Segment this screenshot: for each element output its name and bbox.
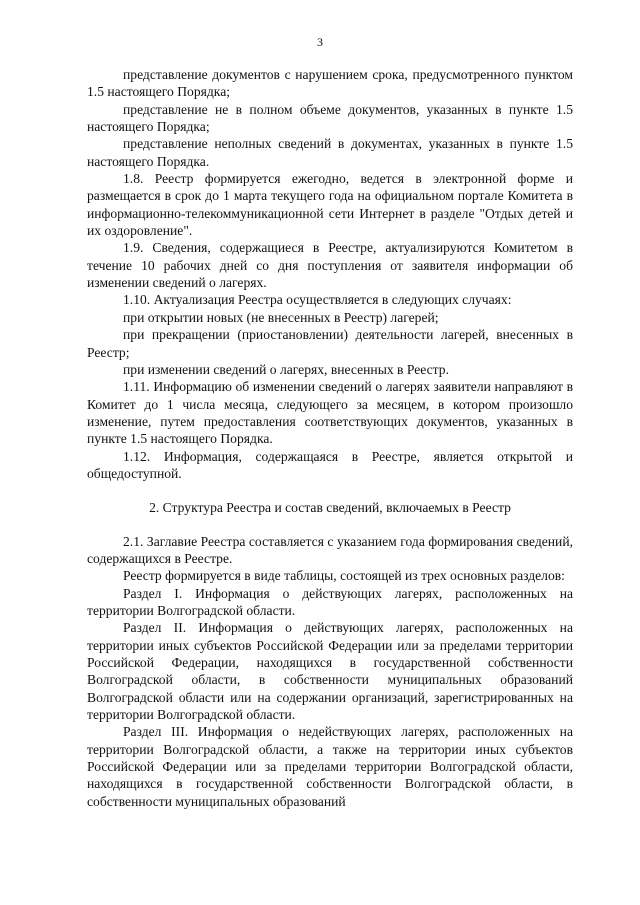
paragraph: представление не в полном объеме документов, указанных в пункте 1.5 настоящего Порядка; (87, 101, 573, 135)
paragraph-section-i: Раздел I. Информация о действующих лагерях, расположенных на территории Волгоградской области. (87, 585, 573, 618)
paragraph-1-9: 1.9. Сведения, содержащиеся в Реестре, актуализируются Комитетом в течение 10 рабочих дней со дня поступления от заявителя информации об изменении сведений о лагерях. (87, 240, 573, 291)
paragraph-section-iii: Раздел III. Информация о недействующих лагерях, расположенных на территории Волгоградской области, а также на территории иных субъектов Российской Федерации или за пределами территории Волгоградской области, находящихся в государственной собственности Волгоградской области, в собственности муниципальных образований (87, 724, 573, 809)
paragraph-1-10: 1.10. Актуализация Реестра осуществляется в следующих случаях: (123, 292, 512, 308)
paragraph-1-8: 1.8. Реестр формируется ежегодно, ведется в электронной форме и размещается в срок до 1 марта текущего года на официальном портале Комитета в информационно-телекоммуникационной сети Интернет в разделе "Отдых детей и их оздоровление". (87, 171, 573, 239)
paragraph: представление неполных сведений в документах, указанных в пункте 1.5 настоящего Порядка. (87, 136, 573, 169)
paragraph-1-11: 1.11. Информацию об изменении сведений о лагерях заявители направляют в Комитет до 1 числа месяца, следующего за месяцем, в котором произошло изменение, путем предоставления соответствующих документов, указанных в пункте 1.5 настоящего Порядка. (87, 379, 573, 447)
paragraph: представление документов с нарушением срока, предусмотренного пунктом 1.5 настоящего Порядка; (87, 67, 573, 100)
paragraph: Реестр формируется в виде таблицы, состоящей из трех основных разделов: (123, 568, 565, 584)
paragraph-section-ii: Раздел II. Информация о действующих лагерях, расположенных на территории иных субъектов Российской Федерации или за пределами территории Российской Федерации, находящихся в государственной собственности Волгоградской области, в собственности муниципальных образований Волгоградской области или на содержании организаций, зарегистрированных на территории Волгоградской области. (87, 620, 573, 723)
page-number: 3 (317, 35, 323, 49)
document-body (87, 66, 573, 810)
paragraph: при открытии новых (не внесенных в Реестр) лагерей; (123, 309, 439, 325)
paragraph: при прекращении (приостановлении) деятельности лагерей, внесенных в Реестр; (87, 327, 573, 360)
paragraph-1-12: 1.12. Информация, содержащаяся в Реестре, является открытой и общедоступной. (87, 448, 573, 481)
spacer (87, 482, 573, 499)
paragraph-2-1: 2.1. Заглавие Реестра составляется с указанием года формирования сведений, содержащихся в Реестре. (87, 533, 573, 566)
paragraph: при изменении сведений о лагерях, внесенных в Реестр. (123, 361, 449, 377)
spacer (87, 517, 573, 533)
section-heading: 2. Структура Реестра и состав сведений, включаемых в Реестр (149, 500, 511, 516)
